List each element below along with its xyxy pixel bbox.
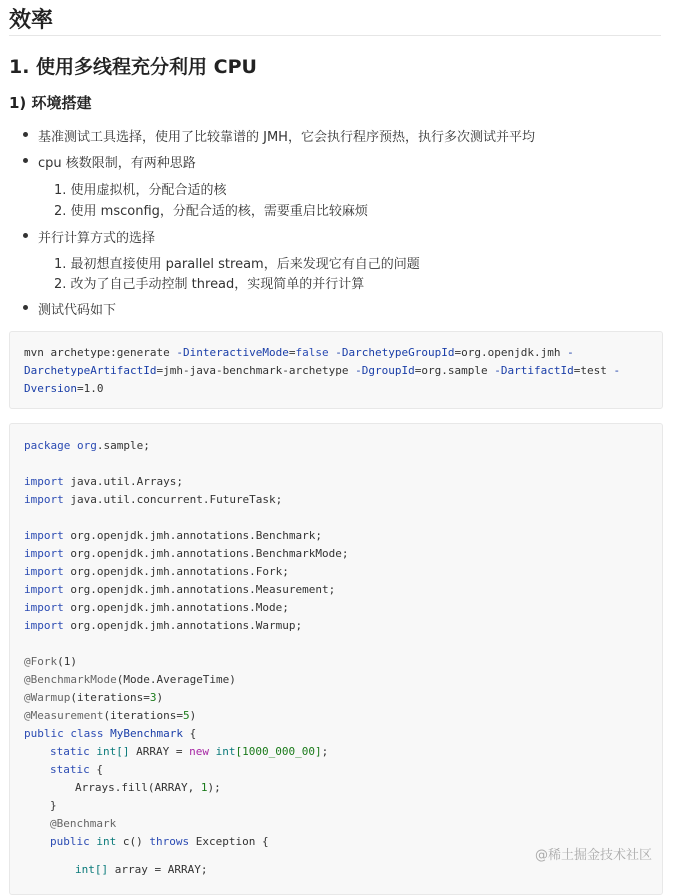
sub-list-item: 2. 改为了自己手动控制 thread，实现简单的并行计算 [54,277,365,292]
code-line: import org.openjdk.jmh.annotations.Benchmark; [24,529,323,542]
code-line: } [50,799,57,812]
code-line: import org.openjdk.jmh.annotations.Fork; [24,565,289,578]
code-line: static { [50,763,103,776]
code-line: import org.openjdk.jmh.annotations.Warmup; [24,619,303,632]
code-line: import org.openjdk.jmh.annotations.Mode; [24,601,289,614]
list-item: 测试代码如下 [38,303,117,318]
code-line: @Measurement(iterations=5) [24,709,197,722]
sub-list-item: 1. 使用虚拟机，分配合适的核 [54,183,227,198]
section-heading: 1. 使用多线程充分利用 CPU [9,56,257,78]
title-divider [9,35,661,36]
list-item: 基准测试工具选择，使用了比较靠谱的 JMH，它会执行程序预热，执行多次测试并平均 [38,130,535,145]
code-line: public class MyBenchmark { [24,727,197,740]
bullet-dot [23,305,28,310]
code-line: import java.util.concurrent.FutureTask; [24,493,283,506]
code-line: Dversion=1.0 [24,382,104,395]
code-line: @Warmup(iterations=3) [24,691,164,704]
bullet-dot [23,132,28,137]
sub-list-item: 2. 使用 msconfig，分配合适的核，需要重启比较麻烦 [54,204,368,219]
list-item: cpu 核数限制，有两种思路 [38,156,196,171]
code-line: import org.openjdk.jmh.annotations.Measurement; [24,583,336,596]
page-title: 效率 [9,8,54,33]
code-line: mvn archetype:generate -DinteractiveMode=false -DarchetypeGroupId=org.openjdk.jmh - [24,346,574,359]
list-item: 并行计算方式的选择 [38,231,156,246]
bullet-dot [23,158,28,163]
code-line: int[] array = ARRAY; [75,863,208,876]
bullet-dot [23,233,28,238]
sub-list-item: 1. 最初想直接使用 parallel stream，后来发现它有自己的问题 [54,257,420,272]
code-line: @Benchmark [50,817,117,830]
code-line: public int c() throws Exception { [50,835,269,848]
code-line: import org.openjdk.jmh.annotations.BenchmarkMode; [24,547,349,560]
code-line: DarchetypeArtifactId=jmh-java-benchmark-archetype -DgroupId=org.sample -DartifactId=test - [24,364,621,377]
code-line: Arrays.fill(ARRAY, 1); [75,781,221,794]
code-line: static int[] ARRAY = new int[1000_000_00]; [50,745,329,758]
code-line: import java.util.Arrays; [24,475,183,488]
code-line: @BenchmarkMode(Mode.AverageTime) [24,673,236,686]
watermark: @稀土掘金技术社区 [534,848,652,863]
subsection-heading: 1) 环境搭建 [9,94,92,112]
code-line: package org.sample; [24,439,150,452]
code-line: @Fork(1) [24,655,77,668]
